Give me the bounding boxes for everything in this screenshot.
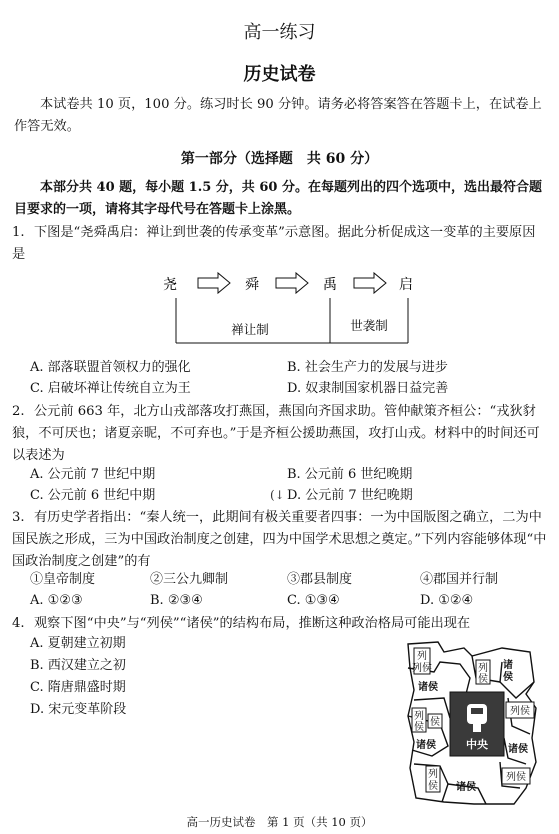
question-2	[12, 401, 550, 467]
diagram-name-qi: 启	[399, 277, 413, 293]
zhuhou-label: 诸侯	[508, 744, 528, 755]
svg-text:侯: 侯	[414, 722, 424, 733]
diagram-name-yao: 尧	[163, 277, 177, 293]
question-stem: 下图是“尧舜禹启：禅让到世袭的传承变革”示意图。据此分析促成这一变革的主要原因是	[12, 225, 536, 262]
option-b[interactable]: B. ②③④	[150, 593, 203, 608]
question-number: 2.	[12, 404, 25, 419]
liehou-label	[502, 768, 530, 784]
zhuhou-label: 诸侯	[416, 740, 436, 751]
zhuhou-label: 诸侯	[456, 782, 476, 793]
question-stem: 有历史学者指出：“秦人统一，此期间有极关重要者四事：一为中国版图之确立，二为中国民族之形成，三为中国政治制度之创建，四为中国学术思想之奠定。”下列内容能够体现“中国政治制度之创建”的有	[12, 510, 547, 569]
succession-diagram	[150, 268, 440, 350]
label-hereditary: 世袭制	[350, 318, 388, 333]
option-d[interactable]: D. 公元前 7 世纪晚期	[287, 488, 413, 503]
question-4	[12, 613, 546, 635]
option-c[interactable]: C. 启破坏禅让传统自立为王	[30, 381, 191, 396]
question-3	[12, 507, 550, 573]
question-stem: 公元前 663 年，北方山戎部落攻打燕国，燕国向齐国求助。管仲献策齐桓公：“戎狄豺狼，不可厌也；诸夏亲昵，不可弃也。”于是齐桓公援助燕国，攻打山戎。材料中的时间还可以表述为	[12, 404, 540, 463]
label-abdication: 禅让制	[231, 322, 269, 337]
zhuhou-label	[503, 658, 513, 683]
svg-text:侯: 侯	[503, 672, 513, 683]
zhuhou-label: 诸侯	[418, 682, 438, 693]
svg-text:列侯: 列侯	[510, 706, 530, 717]
liehou-label	[428, 714, 442, 728]
option-a[interactable]: A. 部落联盟首领权力的强化	[30, 360, 191, 375]
svg-text:列侯: 列侯	[412, 663, 432, 674]
svg-text:侯: 侯	[478, 674, 488, 685]
exam-header-title: 高一练习	[243, 22, 316, 43]
option-c[interactable]: C. 公元前 6 世纪中期	[30, 488, 156, 503]
option-c[interactable]: C. 隋唐鼎盛时期	[30, 680, 126, 695]
option-a[interactable]: A. 夏朝建立初期	[30, 636, 126, 651]
svg-text:列: 列	[414, 711, 424, 722]
item-1: ①皇帝制度	[30, 572, 96, 587]
exam-intro: 本试卷共 10 页，100 分。练习时长 90 分钟。请务必将答案答在答题卡上，在试卷上作答无效。	[14, 97, 542, 134]
handwritten-mark: (↓	[270, 488, 285, 502]
page-footer: 高一历史试卷 第 1 页（共 10 页）	[186, 815, 373, 829]
item-2: ②三公九卿制	[150, 572, 229, 587]
arrow-icon	[276, 273, 308, 293]
option-d[interactable]: D. 宋元变革阶段	[30, 702, 127, 717]
arrow-icon	[198, 273, 230, 293]
svg-text:列: 列	[417, 651, 427, 662]
question-number: 4.	[12, 616, 25, 631]
option-b[interactable]: B. 社会生产力的发展与进步	[287, 360, 448, 375]
option-a[interactable]: A. 公元前 7 世纪中期	[30, 467, 156, 482]
part1-instructions: 本部分共 40 题，每小题 1.5 分，共 60 分。在每题列出的四个选项中，选出最符合题目要求的一项，请将其字母代号在答题卡上涂黑。	[14, 180, 542, 217]
option-d[interactable]: D. ①②④	[420, 593, 474, 608]
svg-text:列: 列	[478, 663, 488, 674]
question-stem: 观察下图“中央”与“列侯”“诸侯”的结构布局，推断这种政治格局可能出现在	[34, 616, 471, 631]
liehou-label	[412, 708, 426, 733]
item-4: ④郡国并行制	[420, 572, 499, 587]
question-1	[12, 222, 546, 266]
item-3: ③郡县制度	[287, 572, 353, 587]
arrow-icon	[354, 273, 386, 293]
option-c[interactable]: C. ①③④	[287, 593, 340, 608]
option-b[interactable]: B. 西汉建立之初	[30, 658, 126, 673]
svg-text:诸: 诸	[503, 660, 513, 671]
diagram-name-shun: 舜	[245, 277, 259, 293]
question-number: 1.	[12, 225, 25, 240]
liehou-label	[412, 648, 432, 674]
svg-text:侯: 侯	[428, 781, 438, 792]
diagram-name-yu: 禹	[323, 277, 337, 293]
option-b[interactable]: B. 公元前 6 世纪晚期	[287, 467, 413, 482]
political-map	[404, 638, 540, 808]
part1-title: 第一部分（选择题 共 60 分）	[180, 151, 379, 167]
svg-text:列侯: 列侯	[506, 772, 526, 783]
svg-text:列: 列	[428, 769, 438, 780]
liehou-label	[506, 702, 534, 718]
question-number: 3.	[12, 510, 25, 525]
svg-text:侯: 侯	[430, 717, 440, 728]
liehou-label	[426, 766, 440, 792]
exam-subject-title: 历史试卷	[243, 64, 316, 85]
label-central: 中央	[466, 738, 488, 751]
option-d[interactable]: D. 奴隶制国家机器日益完善	[287, 381, 449, 396]
option-a[interactable]: A. ①②③	[30, 593, 83, 608]
liehou-label	[476, 660, 490, 685]
